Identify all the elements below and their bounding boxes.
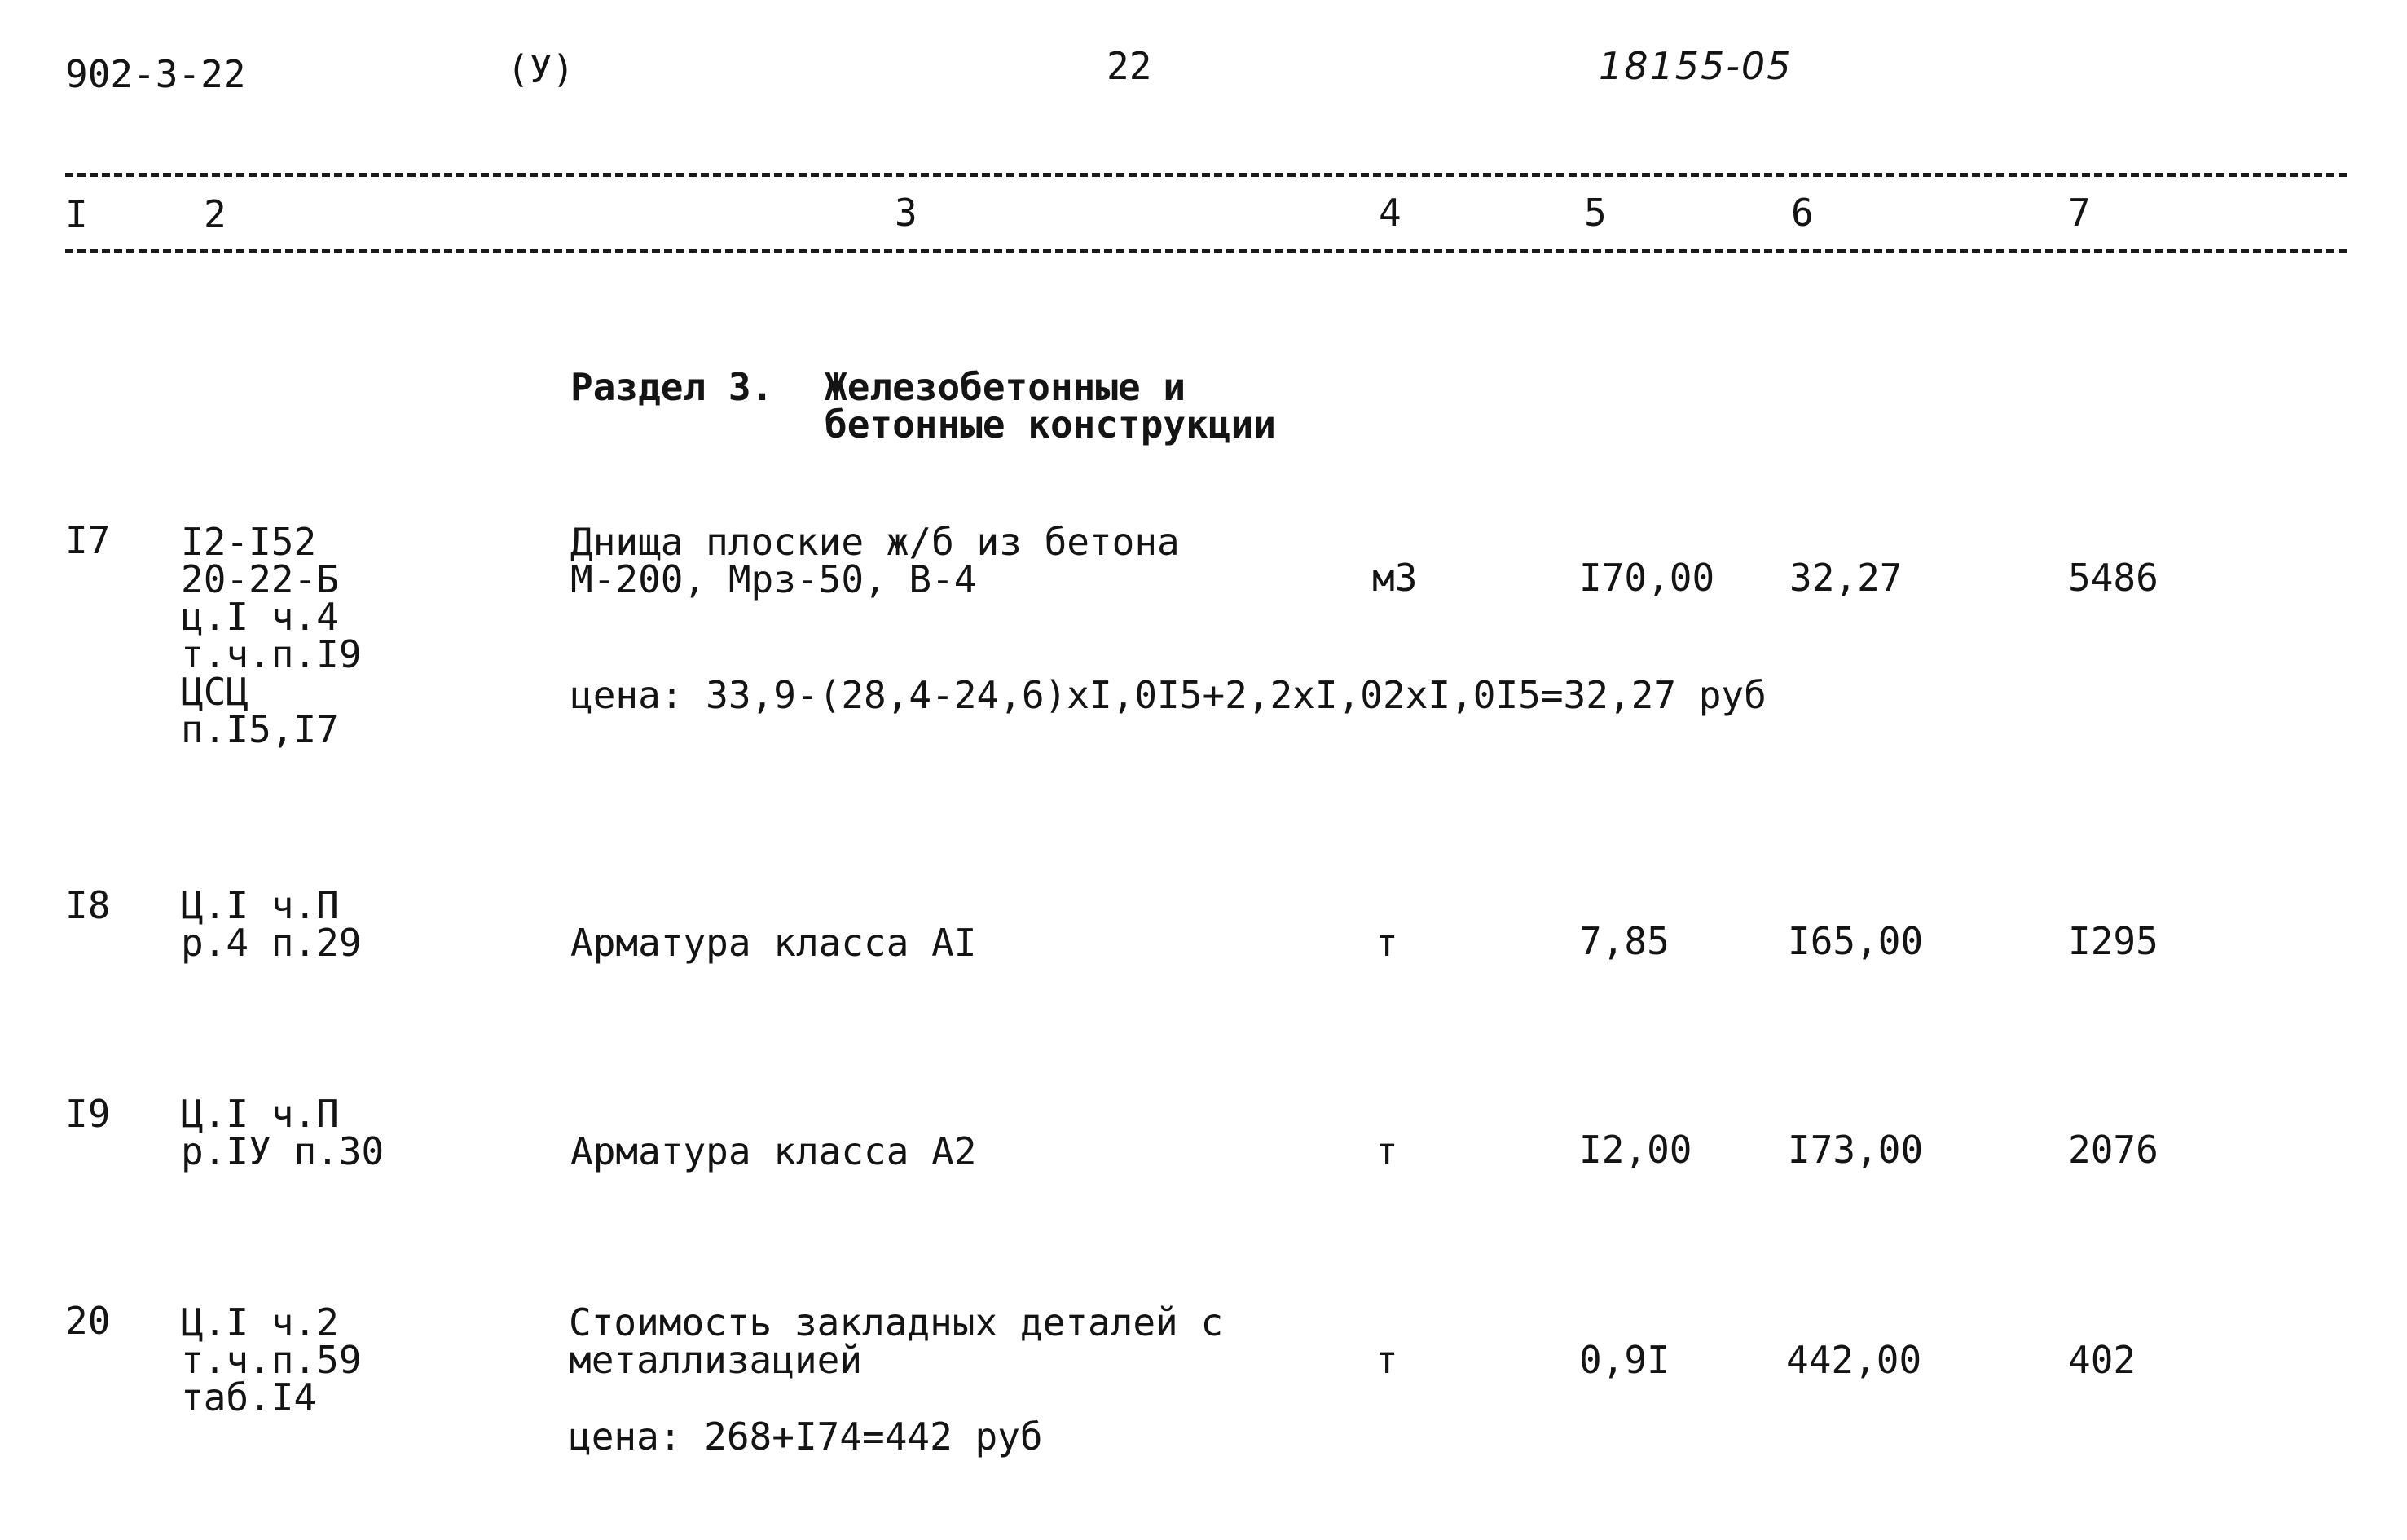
column-header-6: 6 bbox=[1791, 191, 1814, 235]
row-number: I7 bbox=[65, 518, 111, 562]
row-price-note: цена: 268+I74=442 руб bbox=[569, 1415, 1043, 1459]
row-quantity: I2,00 bbox=[1579, 1128, 1692, 1172]
description-line: металлизацией bbox=[569, 1338, 863, 1382]
handwritten-code: 18155-05 bbox=[1599, 44, 1793, 88]
row-reference bbox=[181, 520, 362, 751]
description-line: Днища плоские ж/б из бетона bbox=[570, 520, 1180, 564]
row-total: 2076 bbox=[2068, 1128, 2158, 1172]
column-header-7: 7 bbox=[2068, 191, 2091, 235]
row-unit: м3 bbox=[1372, 556, 1418, 600]
reference-line: т.ч.п.59 bbox=[181, 1338, 362, 1382]
row-reference bbox=[181, 1092, 385, 1173]
page-number: 22 bbox=[1107, 44, 1152, 88]
row-total: 402 bbox=[2068, 1338, 2136, 1382]
description-line: Стоимость закладных деталей с bbox=[569, 1300, 1224, 1344]
reference-line: Ц.I ч.П bbox=[181, 883, 339, 927]
reference-line: ц.I ч.4 bbox=[181, 595, 339, 639]
row-description bbox=[570, 520, 1180, 601]
row-price-note: цена: 33,9-(28,4-24,6)xI,0I5+2,2xI,02xI,0I5=32,27 руб bbox=[570, 673, 1767, 717]
section-title-line: Железобетонные и bbox=[825, 365, 1186, 409]
reference-line: п.I5,I7 bbox=[181, 707, 339, 751]
reference-line: I2-I52 bbox=[181, 520, 317, 564]
row-quantity: I70,00 bbox=[1579, 556, 1715, 600]
row-quantity: 0,9I bbox=[1579, 1338, 1670, 1382]
row-unit-price: 442,00 bbox=[1786, 1338, 1922, 1382]
section-title-line: бетонные конструкции bbox=[825, 403, 1276, 447]
reference-line: т.ч.п.I9 bbox=[181, 632, 362, 676]
column-header-2: 2 bbox=[204, 192, 227, 236]
reference-line: 20-22-Б bbox=[181, 557, 339, 601]
column-header-4: 4 bbox=[1379, 191, 1402, 235]
row-unit: т bbox=[1375, 921, 1398, 965]
reference-line: Ц.I ч.П bbox=[181, 1092, 339, 1136]
row-number: I9 bbox=[65, 1092, 111, 1136]
document-number: 902-3-22 bbox=[65, 52, 246, 96]
row-description: Арматура класса АI bbox=[570, 921, 977, 965]
row-quantity: 7,85 bbox=[1579, 919, 1670, 963]
row-unit-price: I65,00 bbox=[1788, 919, 1924, 963]
row-reference bbox=[181, 1300, 362, 1419]
reference-line: Ц.I ч.2 bbox=[181, 1300, 339, 1344]
row-total: 5486 bbox=[2068, 556, 2158, 600]
reference-line: ЦСЦ bbox=[181, 670, 249, 714]
row-unit-price: 32,27 bbox=[1789, 556, 1903, 600]
section-title bbox=[825, 365, 1276, 447]
section-prefix: Раздел 3. bbox=[570, 365, 774, 409]
row-unit: т bbox=[1375, 1129, 1398, 1173]
row-reference bbox=[181, 883, 362, 965]
row-description bbox=[569, 1300, 1224, 1382]
reference-line: р.4 п.29 bbox=[181, 921, 362, 965]
row-description: Арматура класса А2 bbox=[570, 1129, 977, 1173]
row-number: I8 bbox=[65, 883, 111, 927]
row-number: 20 bbox=[65, 1299, 111, 1343]
row-unit: т bbox=[1375, 1338, 1398, 1382]
reference-line: р.IУ п.30 bbox=[181, 1129, 385, 1173]
column-header-top-rule bbox=[65, 173, 2347, 177]
document-mark: (У) bbox=[507, 47, 575, 91]
row-unit-price: I73,00 bbox=[1788, 1128, 1924, 1172]
column-header-3: 3 bbox=[895, 191, 917, 235]
column-header-5: 5 bbox=[1584, 191, 1607, 235]
reference-line: таб.I4 bbox=[181, 1375, 317, 1419]
row-total: I295 bbox=[2068, 919, 2158, 963]
column-header-1: I bbox=[65, 192, 88, 236]
description-line: М-200, Мрз-50, В-4 bbox=[570, 557, 977, 601]
column-header-bottom-rule bbox=[65, 249, 2347, 253]
